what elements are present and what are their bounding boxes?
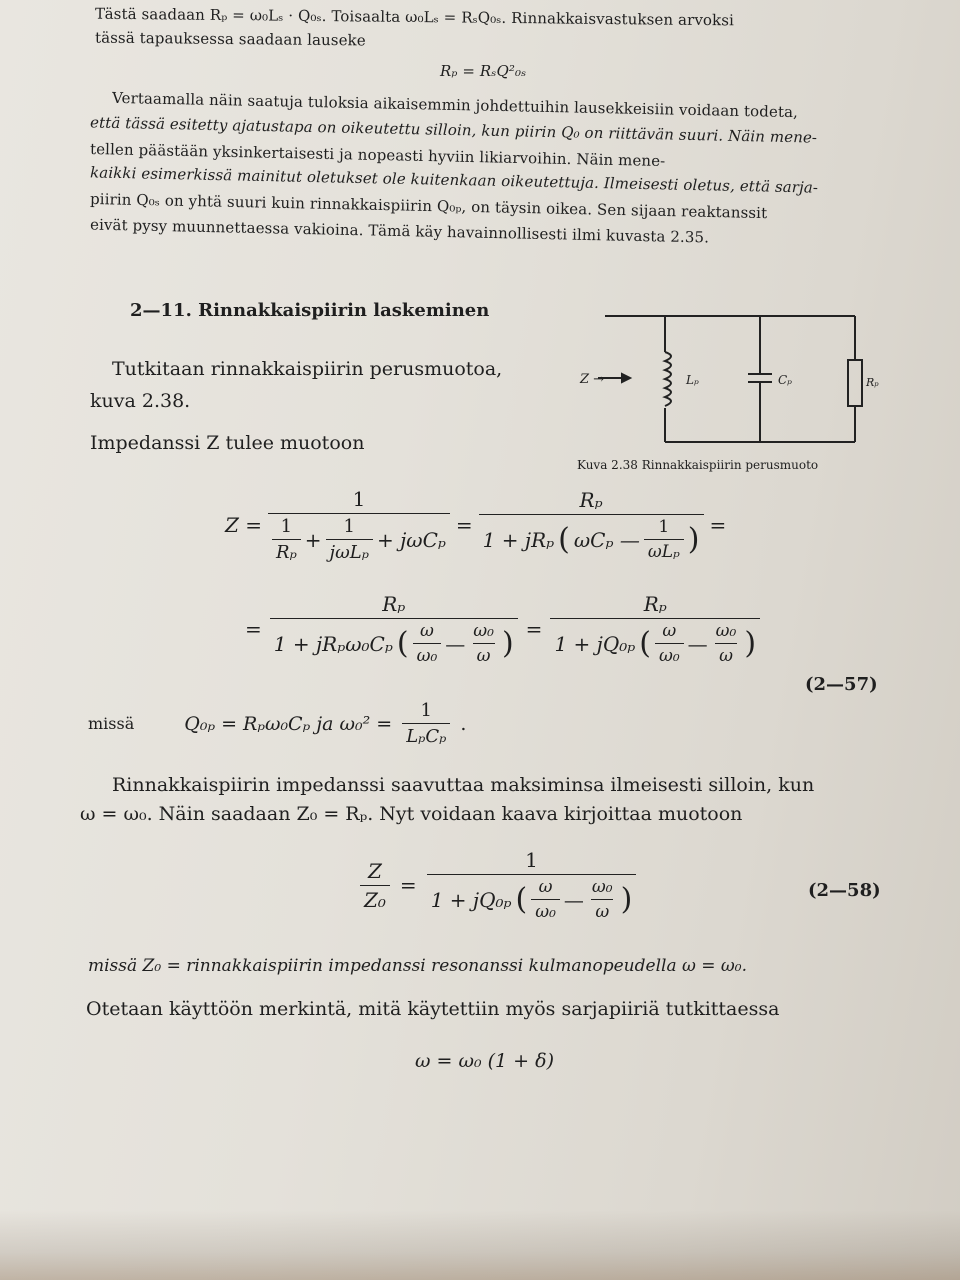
eq58-ww0 bbox=[531, 877, 560, 922]
eq57-row2-den-a: 1 + jRₚω₀Cₚ bbox=[273, 631, 393, 656]
page-bottom-shadow bbox=[0, 1210, 960, 1280]
where1-end: . bbox=[460, 712, 467, 735]
eq57-frac3 bbox=[270, 592, 518, 666]
eq58-den: 1 + jQ₀ₚ ( $\frac{\omega}{\text{ω₀}}$ — $\frac{\text{ω₀}}{\omega}$ ) bbox=[427, 874, 637, 922]
label-rp: Rₚ bbox=[866, 376, 879, 389]
eq58-z: Z bbox=[368, 858, 382, 883]
where-line-1 bbox=[88, 700, 466, 747]
eq57-frac2-num: Rₚ bbox=[579, 488, 603, 512]
eq57-frac3-den: 1 + jRₚω₀Cₚ ( $\frac{\omega}{\text{ω₀}}$ — $\frac{\text{ω₀}}{\omega}$ ) bbox=[270, 618, 518, 666]
top-line-1: tässä tapauksessa saadaan lauseke bbox=[94, 28, 366, 50]
eq57-w0w-b-num: ω₀ bbox=[715, 621, 737, 641]
eq58-frac bbox=[427, 848, 637, 922]
eq57-wl bbox=[644, 517, 684, 562]
equation-2-57-row2 bbox=[245, 592, 760, 666]
para1-line-3: kaikki esimerkissä mainitut oletukset ole kuitenkaan oikeutettuja. Ilmeisesti oletus, että sarja- bbox=[89, 163, 819, 197]
eq58-w0w-num: ω₀ bbox=[591, 877, 613, 897]
para1-line-4: piirin Q₀ₛ on yhtä suuri kuin rinnakkaispiirin Q₀ₚ, on täysin oikea. Sen sijaan reaktanssit bbox=[89, 189, 768, 223]
eq57-lhs: Z = bbox=[225, 513, 263, 537]
eq57-ww0-a-num: ω bbox=[419, 621, 434, 641]
equation-2-57-row1 bbox=[225, 487, 726, 563]
eq57-equals-2: = bbox=[709, 513, 727, 537]
eq57-w0w-a bbox=[469, 621, 498, 666]
eq57-jwc: + jωCₚ bbox=[376, 527, 446, 552]
eq58-den-text: 1 + jQ₀ₚ bbox=[430, 887, 512, 912]
top-formula: Rₚ = RₛQ²₀ₛ bbox=[440, 62, 527, 80]
figure-caption: Kuva 2.38 Rinnakkaispiirin perusmuoto bbox=[577, 458, 819, 472]
eq58-num: 1 bbox=[525, 848, 538, 872]
eq57-ww0-b-den: ω₀ bbox=[655, 643, 684, 666]
where1-text: Q₀ₚ = Rₚω₀Cₚ ja ω₀² = bbox=[184, 712, 393, 735]
eq58-ww0-den: ω₀ bbox=[531, 899, 560, 922]
eq57-frac4-num: Rₚ bbox=[643, 592, 667, 616]
eq57-frac1 bbox=[268, 487, 450, 563]
para1-line-1: että tässä esitetty ajatustapa on oikeutettu silloin, kun piirin Q₀ on riittävän suuri. Näin mene- bbox=[89, 113, 818, 147]
para2-line-0: Rinnakkaispiirin impedanssi saavuttaa maksiminsa ilmeisesti silloin, kun bbox=[112, 774, 815, 796]
eq57-frac2 bbox=[479, 488, 704, 562]
eq57-plus: + bbox=[304, 527, 322, 552]
section-intro-2: kuva 2.38. bbox=[90, 390, 191, 412]
where-line-2: missä Z₀ = rinnakkaispiirin impedanssi resonanssi kulmanopeudella ω = ω₀. bbox=[88, 956, 747, 976]
eq58-equals: = bbox=[399, 873, 417, 897]
eq57-jwl bbox=[326, 516, 373, 563]
para3: Otetaan käyttöön merkintä, mitä käytettiin myös sarjapiiriä tutkittaessa bbox=[86, 998, 780, 1020]
circuit-diagram bbox=[560, 300, 880, 460]
final-formula: ω = ω₀ (1 + δ) bbox=[415, 1050, 554, 1072]
eq57-row2-equals-2: = bbox=[525, 617, 543, 641]
eq58-number: (2—58) bbox=[808, 880, 881, 901]
equation-2-58 bbox=[360, 848, 636, 922]
eq57-number: (2—57) bbox=[805, 674, 878, 695]
label-lp: Lₚ bbox=[686, 373, 699, 387]
eq57-w0w-a-den: ω bbox=[473, 643, 495, 666]
eq57-minus-b: — bbox=[687, 631, 708, 656]
eq57-ww0-b bbox=[655, 621, 684, 666]
eq57-wc: ωCₚ — bbox=[573, 527, 640, 552]
eq58-w0w bbox=[588, 877, 617, 922]
where1-label: missä bbox=[88, 714, 135, 733]
eq57-ww0-a-den: ω₀ bbox=[413, 643, 442, 666]
eq57-w0w-b-den: ω bbox=[715, 643, 737, 666]
eq57-ww0-b-num: ω bbox=[662, 621, 677, 641]
eq57-wl-num: 1 bbox=[658, 517, 670, 537]
eq57-frac1-den bbox=[268, 513, 450, 563]
eq58-lhs bbox=[360, 859, 390, 912]
eq57-rp-inv-num: 1 bbox=[280, 516, 293, 537]
para1-line-0: Vertaamalla näin saatuja tuloksia aikaisemmin johdettuihin lausekkeisiin voidaan todeta, bbox=[111, 88, 799, 122]
z-arrow-label: Z → bbox=[580, 372, 605, 387]
para2-line-1: ω = ω₀. Näin saadaan Z₀ = Rₚ. Nyt voidaan kaava kirjoittaa muotoon bbox=[80, 803, 743, 825]
section-title: 2—11. Rinnakkaispiirin laskeminen bbox=[130, 300, 490, 321]
eq57-w0w-b bbox=[712, 621, 741, 666]
eq57-frac4-den: 1 + jQ₀ₚ ( $\frac{\omega}{\text{ω₀}}$ — $\frac{\text{ω₀}}{\omega}$ ) bbox=[550, 618, 760, 666]
eq57-jwl-num: 1 bbox=[343, 516, 355, 537]
where1-frac bbox=[402, 700, 450, 747]
section-intro-3: Impedanssi Z tulee muotoon bbox=[90, 432, 365, 454]
eq57-minus-a: — bbox=[445, 631, 466, 656]
top-line-0: Tästä saadaan Rₚ = ω₀Lₛ · Q₀ₛ. Toisaalta ω₀Lₛ = RₛQ₀ₛ. Rinnakkaisvastuksen arvoksi bbox=[94, 4, 735, 30]
eq57-w0w-a-num: ω₀ bbox=[473, 621, 494, 641]
eq57-row2-equals: = bbox=[245, 617, 262, 641]
where1-frac-num: 1 bbox=[420, 700, 432, 721]
eq58-minus: — bbox=[563, 887, 584, 912]
eq57-rp-inv bbox=[272, 516, 301, 563]
para1-line-5: eivät pysy muunnettaessa vakioina. Tämä käy havainnollisesti ilmi kuvasta 2.35. bbox=[89, 215, 710, 247]
eq57-wl-den: ωLₚ bbox=[644, 539, 684, 562]
eq58-ww0-num: ω bbox=[538, 877, 553, 897]
eq57-frac3-num: Rₚ bbox=[382, 592, 406, 616]
eq57-frac4 bbox=[550, 592, 760, 666]
eq57-jwl-den: jωLₚ bbox=[326, 539, 373, 563]
section-intro-1: Tutkitaan rinnakkaispiirin perusmuotoa, bbox=[112, 358, 503, 380]
eq57-rp-inv-den: Rₚ bbox=[272, 539, 301, 563]
eq57-equals-1: = bbox=[455, 513, 473, 537]
eq57-ww0-a bbox=[413, 621, 442, 666]
eq57-row2-den-b: 1 + jQ₀ₚ bbox=[554, 631, 636, 656]
eq57-frac1-num: 1 bbox=[352, 487, 366, 511]
eq58-w0w-den: ω bbox=[591, 899, 613, 922]
eq57-frac2-den: 1 + jRₚ ( ωCₚ — $\frac{1}{\text{ωLₚ}}$ ) bbox=[479, 514, 704, 562]
para1-line-2: tellen päästään yksinkertaisesti ja nopeasti hyviin likiarvoihin. Näin mene- bbox=[89, 139, 666, 171]
where1-frac-den: LₚCₚ bbox=[402, 723, 450, 747]
label-cp: Cₚ bbox=[778, 373, 792, 387]
eq58-z0: Z₀ bbox=[360, 885, 390, 912]
eq57-den2: 1 + jRₚ bbox=[482, 527, 555, 552]
